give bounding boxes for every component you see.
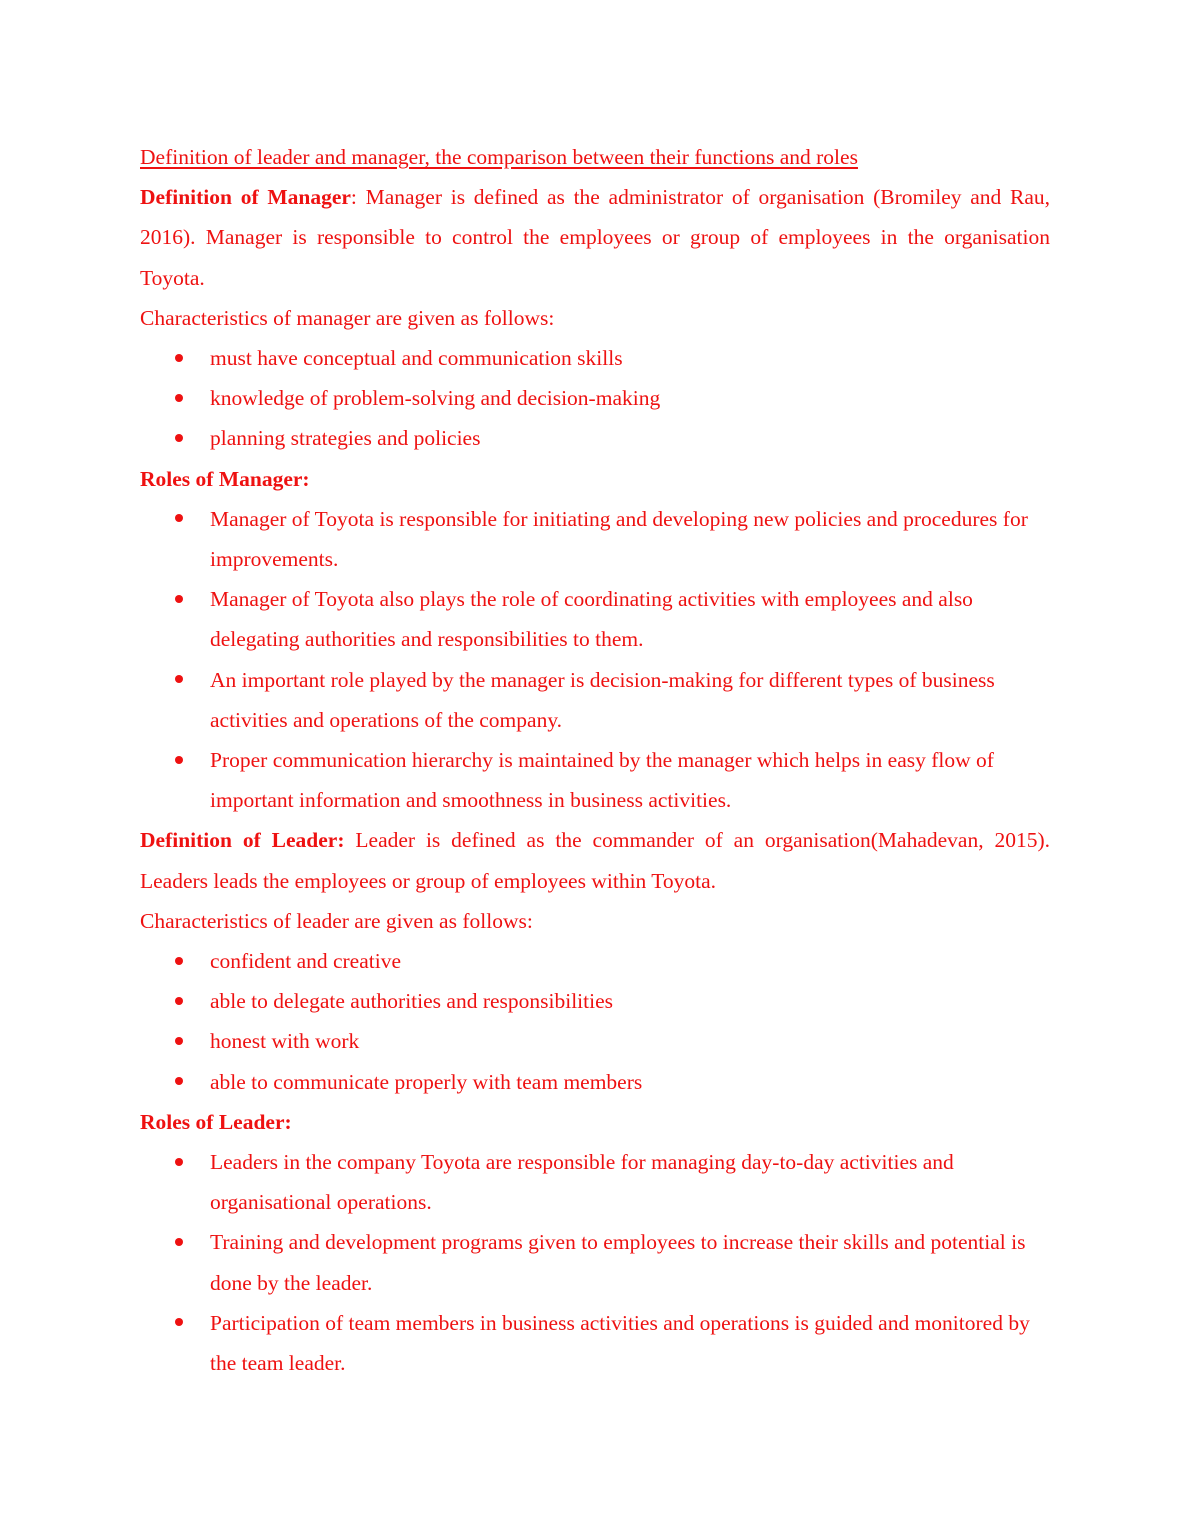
- bullet-icon: [175, 1158, 183, 1166]
- list-item: honest with work: [140, 1021, 1050, 1061]
- manager-definition-label: Definition of Manager: [140, 185, 351, 210]
- leader-definition: [140, 820, 1050, 900]
- bullet-icon: [175, 434, 183, 442]
- leader-definition-text: Leader is defined as the commander of an organisation(Mahadevan, 2015). Leaders leads the employees or group of employees within Toyota.: [140, 828, 1050, 893]
- leader-roles-list: [140, 1142, 1050, 1383]
- bullet-icon: [175, 394, 183, 402]
- manager-roles-heading: Roles of Manager:: [140, 466, 310, 491]
- bullet-icon: [175, 1037, 183, 1045]
- list-item: planning strategies and policies: [140, 418, 1050, 458]
- leader-roles-heading: Roles of Leader:: [140, 1109, 292, 1134]
- bullet-icon: [175, 675, 183, 683]
- list-item: Participation of team members in business activities and operations is guided and monitored by the team leader.: [140, 1303, 1050, 1383]
- list-item: must have conceptual and communication skills: [140, 338, 1050, 378]
- bullet-icon: [175, 957, 183, 965]
- list-item: able to communicate properly with team members: [140, 1062, 1050, 1102]
- bullet-icon: [175, 997, 183, 1005]
- bullet-icon: [175, 756, 183, 764]
- leader-characteristics-intro: Characteristics of leader are given as follows:: [140, 908, 533, 933]
- list-item: Leaders in the company Toyota are responsible for managing day-to-day activities and organisational operations.: [140, 1142, 1050, 1222]
- list-item: able to delegate authorities and responsibilities: [140, 981, 1050, 1021]
- list-item: Manager of Toyota is responsible for initiating and developing new policies and procedures for improvements.: [140, 499, 1050, 579]
- list-item: Manager of Toyota also plays the role of coordinating activities with employees and also delegating authorities and responsibilities to them.: [140, 579, 1050, 659]
- list-item: An important role played by the manager is decision-making for different types of business activities and operations of the company.: [140, 660, 1050, 740]
- leader-definition-label: Definition of Leader:: [140, 828, 345, 853]
- bullet-icon: [175, 1318, 183, 1326]
- list-item: confident and creative: [140, 941, 1050, 981]
- manager-roles-list: [140, 499, 1050, 821]
- manager-characteristics-list: [140, 338, 1050, 459]
- leader-characteristics-list: [140, 941, 1050, 1102]
- document-heading: Definition of leader and manager, the comparison between their functions and roles: [140, 145, 858, 169]
- list-item: knowledge of problem-solving and decision-making: [140, 378, 1050, 418]
- bullet-icon: [175, 514, 183, 522]
- manager-definition-text: : Manager is defined as the administrator of organisation (Bromiley and Rau, 2016). Manager is responsible to control the employees or group of employees in the organisation Toyota.: [140, 185, 1051, 290]
- bullet-icon: [175, 595, 183, 603]
- manager-characteristics-intro: Characteristics of manager are given as follows:: [140, 305, 555, 330]
- bullet-icon: [175, 1238, 183, 1246]
- list-item: Training and development programs given to employees to increase their skills and potential is done by the leader.: [140, 1222, 1050, 1302]
- manager-definition: [140, 177, 1050, 298]
- document-page: [140, 137, 1050, 1383]
- bullet-icon: [175, 354, 183, 362]
- bullet-icon: [175, 1077, 183, 1085]
- list-item: Proper communication hierarchy is maintained by the manager which helps in easy flow of important information and smoothness in business activities.: [140, 740, 1050, 820]
